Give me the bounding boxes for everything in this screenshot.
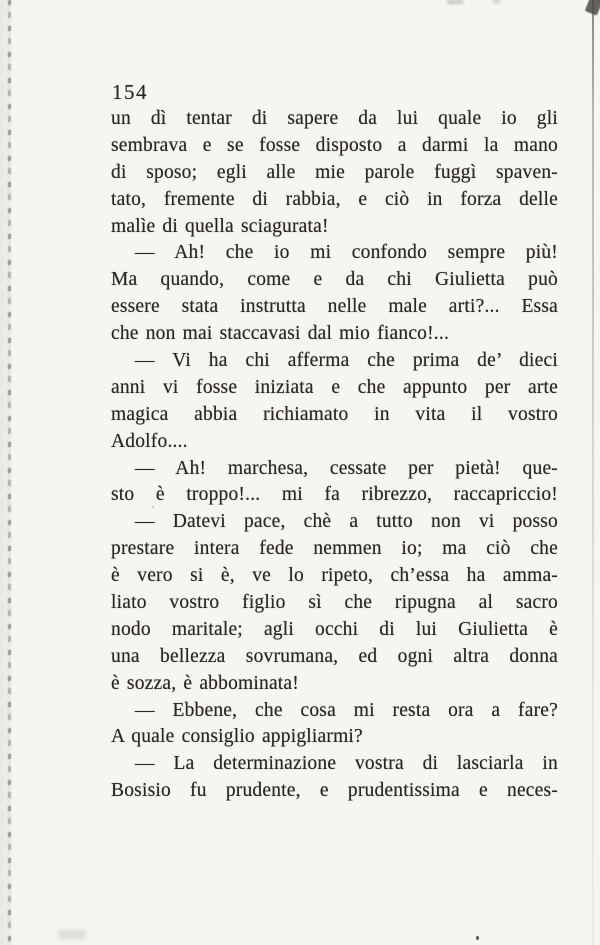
ink-speck <box>476 936 479 940</box>
page-text <box>111 106 558 805</box>
top-right-corner-mark <box>585 0 600 16</box>
text-line: — Ebbene, che cosa mi resta ora a fare? <box>135 699 558 721</box>
text-line: è vero si è, ve lo ripeto, ch’essa ha amma- <box>111 565 558 587</box>
text-line: malìe di quella sciagurata! <box>111 215 329 237</box>
text-line: Bosisio fu prudente, e prudentissima e neces- <box>111 780 558 802</box>
text-line: tato, fremente di rabbia, e ciò in forza delle <box>111 188 558 210</box>
text-line: sembrava e se fosse disposto a darmi la mano <box>111 134 558 156</box>
text-line: — Datevi pace, chè a tutto non vi posso <box>135 511 558 533</box>
text-line: — Ah! marchesa, cessate per pietà! que- <box>135 457 558 479</box>
text-line: essere stata instrutta nelle male arti?... Essa <box>111 296 558 318</box>
text-line: sto è troppo!... mi fa ribrezzo, raccapriccio! <box>111 484 558 506</box>
text-line: una bellezza sovrumana, ed ogni altra donna <box>111 645 558 667</box>
text-line: prestare intera fede nemmen io; ma ciò che <box>111 538 558 560</box>
text-line: un dì tentar di sapere da lui quale io gli <box>111 108 558 129</box>
text-line: anni vi fosse iniziata e che appunto per arte <box>111 376 558 398</box>
text-line: magica abbia richiamato in vita il vostro <box>111 403 558 425</box>
page-number: 154 <box>112 80 148 104</box>
text-line: di sposo; egli alle mie parole fuggì spaven- <box>111 161 558 183</box>
right-page-edge <box>592 0 594 945</box>
text-line: Adolfo.... <box>111 430 188 452</box>
text-line: Ma quando, come e da chi Giulietta può <box>111 269 558 291</box>
text-line: che non mai staccavasi dal mio fianco!... <box>111 323 450 345</box>
text-line: — Ah! che io mi confondo sempre più! <box>135 242 558 264</box>
text-line: — La determinazione vostra di lasciarla in <box>135 753 558 775</box>
scan-smudge <box>447 0 463 4</box>
text-line: liato vostro figlio sì che ripugna al sacro <box>111 592 558 614</box>
text-line: A quale consiglio appigliarmi? <box>111 726 363 748</box>
scan-smudge <box>493 0 500 3</box>
left-binding-edge <box>8 0 11 945</box>
text-line: — Vi ha chi afferma che prima de’ dieci <box>135 350 558 372</box>
text-line: è sozza, è abbominata! <box>111 672 299 694</box>
text-line: nodo maritale; agli occhi di lui Giulietta è <box>111 618 558 640</box>
scan-smudge <box>58 930 86 939</box>
